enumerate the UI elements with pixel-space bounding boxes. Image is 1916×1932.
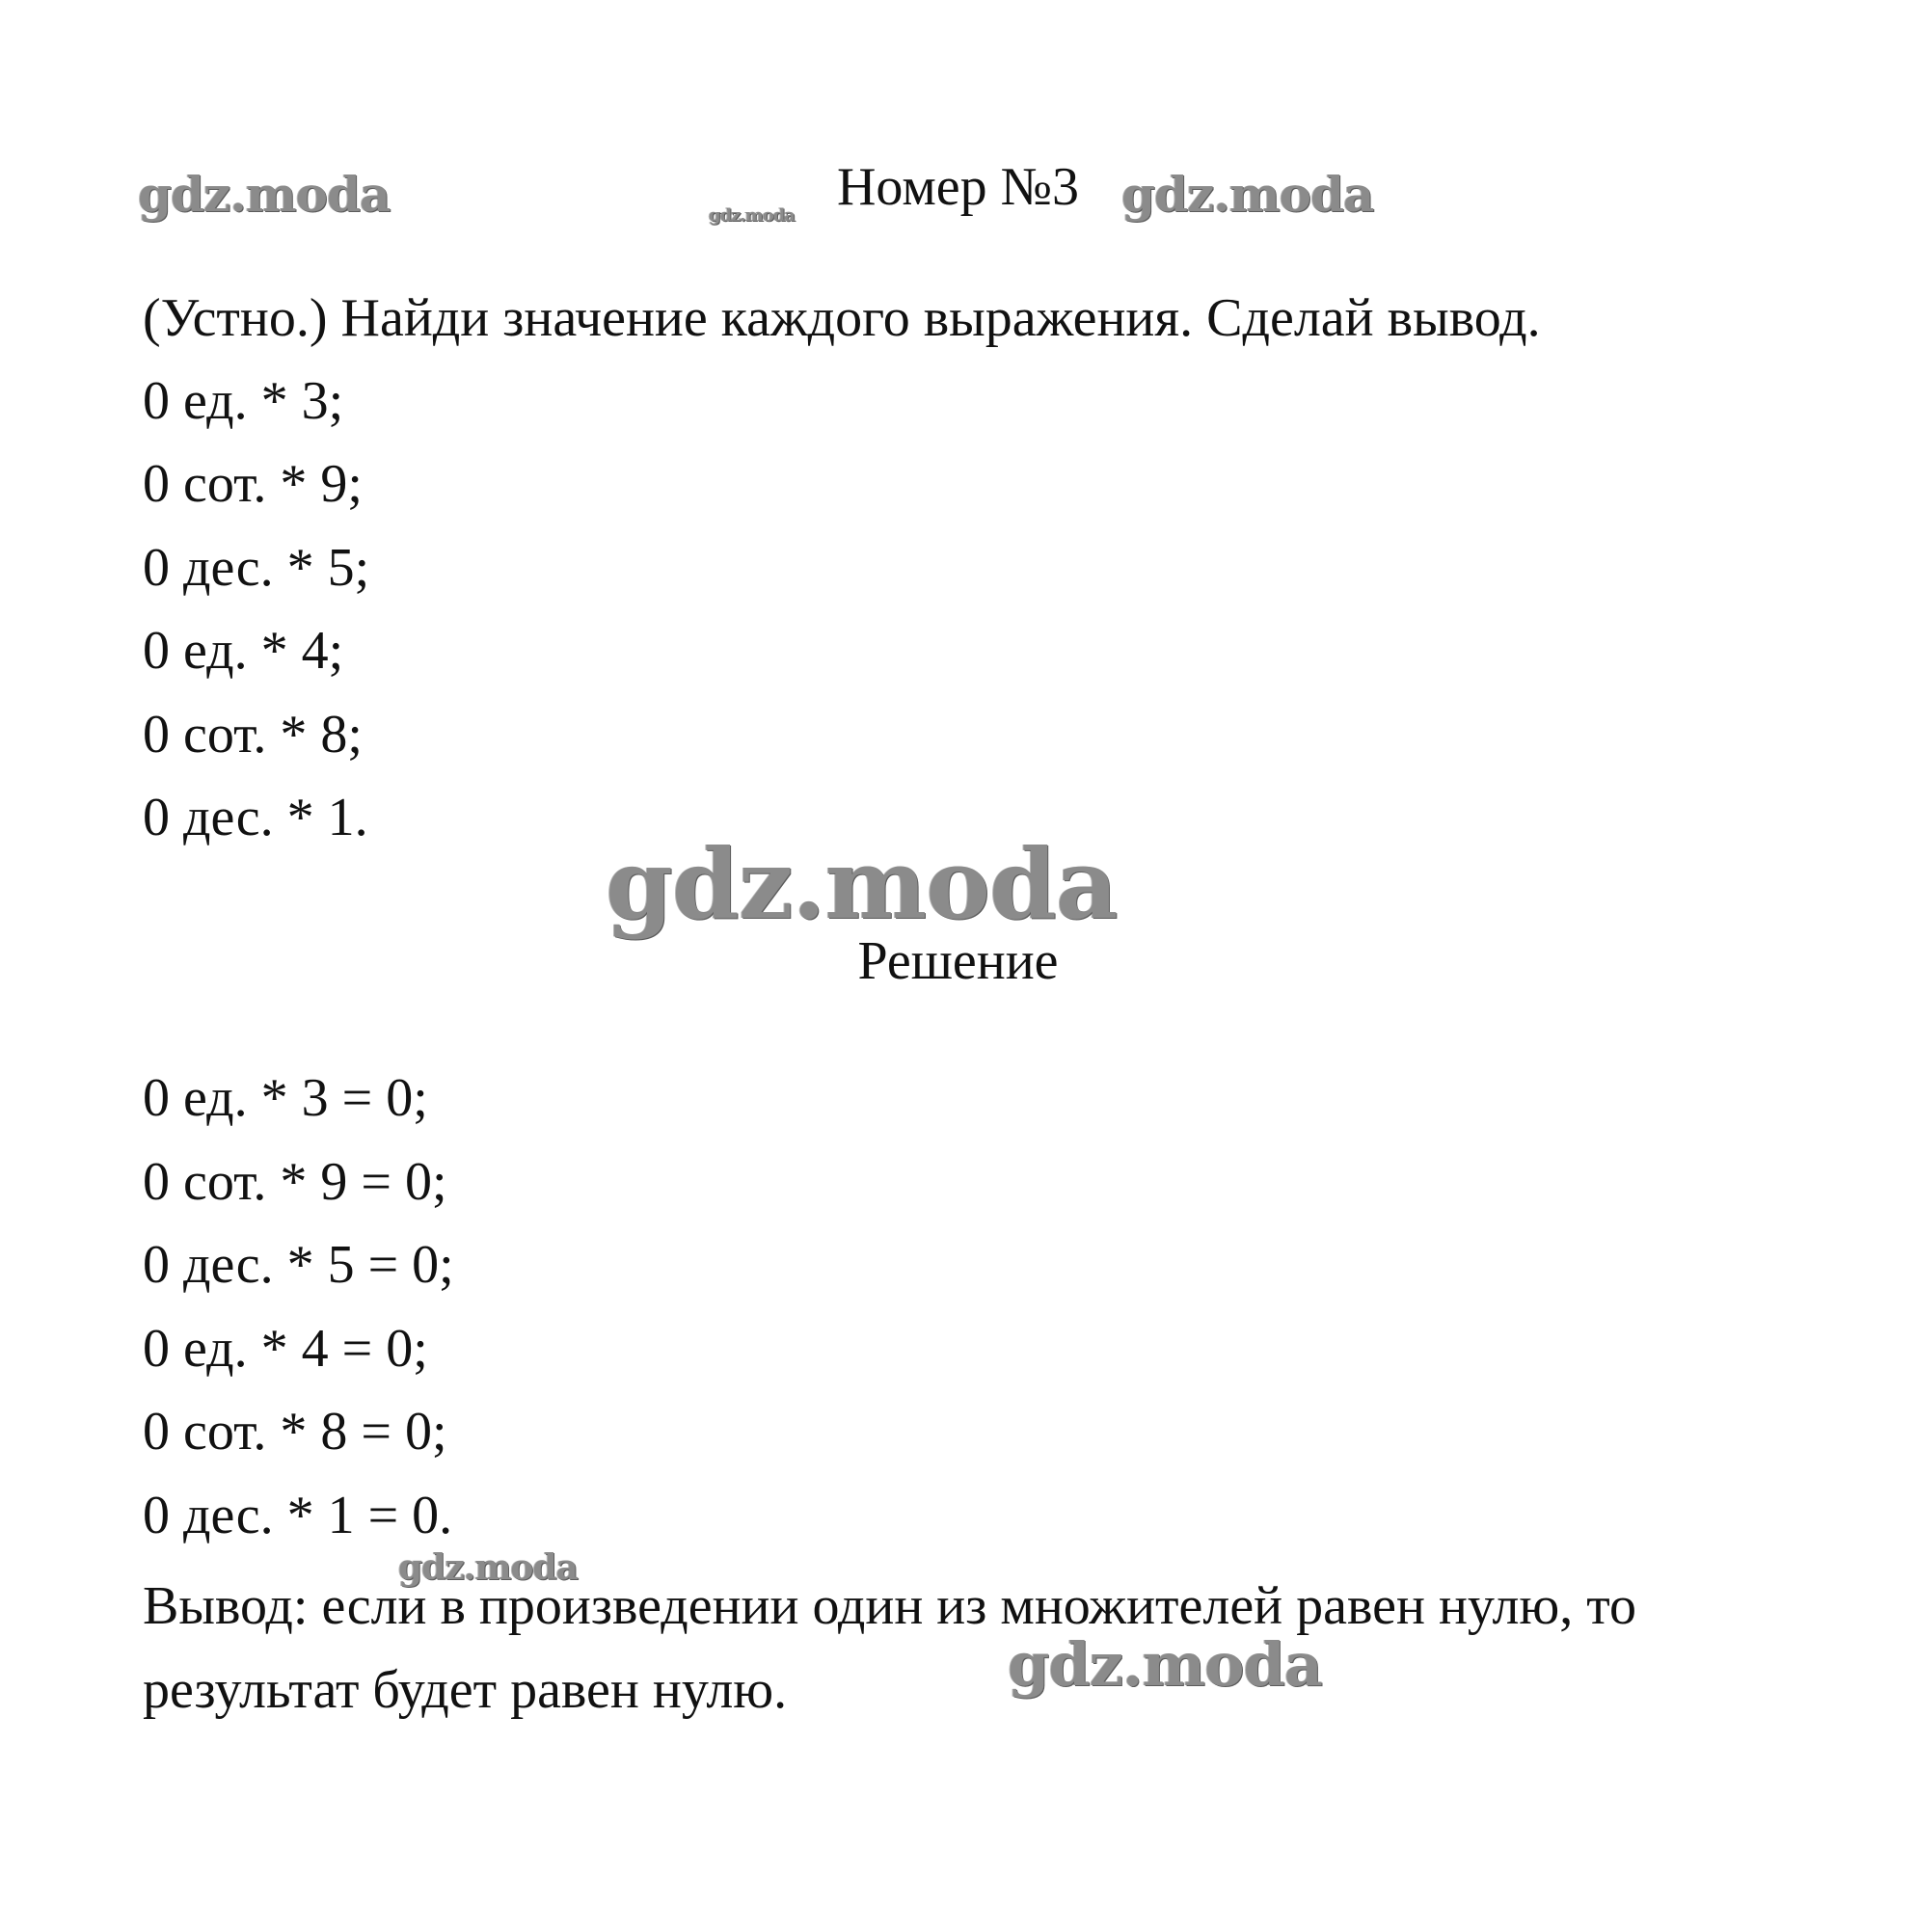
expression-line: 0 сот. * 9;: [143, 454, 363, 514]
solution-heading: Решение: [857, 931, 1059, 991]
solution-line: 0 дес. * 5 = 0;: [143, 1235, 454, 1295]
solution-line: 0 сот. * 9 = 0;: [143, 1152, 447, 1212]
expression-line: 0 дес. * 5;: [143, 538, 370, 598]
conclusion-line-1: Вывод: если в произведении один из множителей равен нулю, то: [143, 1576, 1636, 1636]
watermark-top-left: gdz.moda: [138, 166, 391, 223]
watermark-bottom-small: gdz.moda: [398, 1547, 578, 1588]
expression-line: 0 ед. * 4;: [143, 621, 344, 681]
problem-heading: Номер №3: [836, 157, 1080, 217]
watermark-top-right: gdz.moda: [1121, 166, 1374, 223]
conclusion-line-2: результат будет равен нулю.: [143, 1660, 788, 1720]
expression-line: 0 сот. * 8;: [143, 705, 363, 765]
watermark-bottom-right: gdz.moda: [1008, 1629, 1322, 1700]
solution-line: 0 сот. * 8 = 0;: [143, 1402, 447, 1462]
watermark-top-small: gdz.moda: [709, 205, 795, 226]
task-text: (Устно.) Найди значение каждого выражения. Сделай вывод.: [143, 288, 1541, 348]
watermark-center-large: gdz.moda: [606, 827, 1118, 941]
expression-line: 0 ед. * 3;: [143, 371, 344, 431]
solution-line: 0 ед. * 4 = 0;: [143, 1319, 428, 1379]
solution-line: 0 дес. * 1 = 0.: [143, 1486, 453, 1545]
expression-line: 0 дес. * 1.: [143, 788, 368, 847]
solution-line: 0 ед. * 3 = 0;: [143, 1068, 428, 1128]
